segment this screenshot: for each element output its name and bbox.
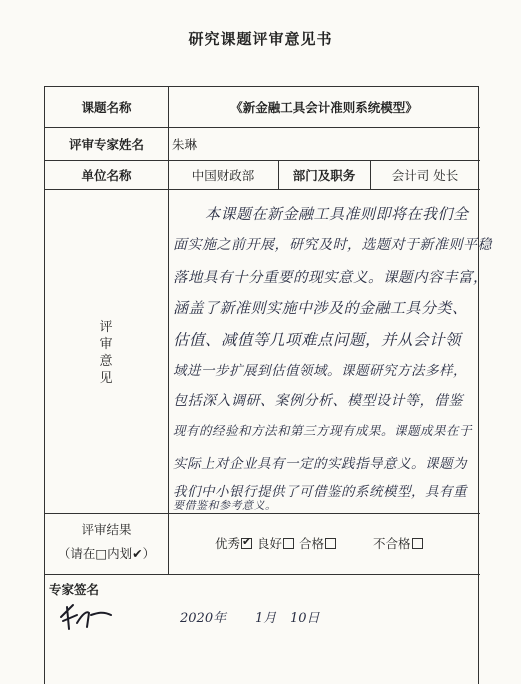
- dept-value: 会计司 处长: [391, 167, 459, 183]
- result-option-good[interactable]: 良好: [257, 533, 294, 553]
- handwritten-line: 涵盖了新准则实施中涉及的金融工具分类、: [173, 299, 468, 317]
- handwritten-line: 域进一步扩展到估值领域。课题研究方法多样，: [173, 363, 467, 379]
- handwritten-line: 估值、减值等几项难点问题，并从会计领: [173, 331, 462, 349]
- handwritten-line: 本课题在新金融工具准则即将在我们全: [205, 205, 469, 223]
- checkbox-fail[interactable]: [412, 538, 423, 549]
- row-divider: [45, 513, 480, 514]
- document-title: 研究课题评审意见书: [188, 30, 333, 48]
- topic-value: 《新金融工具会计准则系统模型》: [230, 100, 418, 115]
- result-option-fail[interactable]: 不合格: [373, 533, 423, 553]
- checkbox-pass[interactable]: [325, 538, 336, 549]
- signature-month: 1月: [255, 611, 277, 626]
- checkbox-excellent[interactable]: [241, 534, 252, 549]
- handwritten-line: 落地具有十分重要的现实意义。课题内容丰富，: [173, 270, 488, 286]
- handwritten-line: 现有的经验和方法和第三方现有成果。课题成果在于: [173, 423, 473, 438]
- result-option-pass[interactable]: 合格: [299, 533, 336, 553]
- result-instruction: （请在□内划✔）: [57, 546, 156, 561]
- result-option-excellent[interactable]: 优秀 ✔: [215, 534, 252, 551]
- expert-name-label: 评审专家姓名: [68, 136, 144, 152]
- signature-mark: [57, 601, 113, 633]
- result-label: 评审结果: [81, 522, 132, 537]
- checkbox-good[interactable]: [283, 538, 294, 549]
- handwritten-line: 我们中小银行提供了可借鉴的系统模型，具有重: [173, 484, 467, 500]
- handwritten-line: 包括深入调研、案例分析、模型设计等，借鉴: [173, 393, 463, 409]
- opinion-label: 评 审 意 见: [99, 320, 113, 386]
- check-mark-icon: ✔: [242, 534, 252, 548]
- unit-label: 单位名称: [81, 167, 132, 183]
- expert-name-value: 朱琳: [172, 136, 198, 152]
- dept-label: 部门及职务: [292, 167, 356, 183]
- row-divider: [45, 574, 480, 575]
- signature-day: 10日: [290, 611, 320, 626]
- review-form: [44, 86, 492, 684]
- handwritten-line: 实际上对企业具有一定的实践指导意义。课题为: [173, 456, 467, 472]
- handwritten-line: 面实施之前开展，研究及时，选题对于新准则平稳: [173, 237, 492, 253]
- topic-label: 课题名称: [81, 100, 132, 115]
- signature-year: 2020年: [180, 611, 227, 626]
- unit-value: 中国财政部: [191, 167, 255, 183]
- expert-signature: [57, 601, 113, 637]
- handwritten-line: 要借鉴和参考意义。: [173, 499, 277, 512]
- signature-label: 专家签名: [49, 582, 100, 597]
- row-divider: [45, 189, 480, 190]
